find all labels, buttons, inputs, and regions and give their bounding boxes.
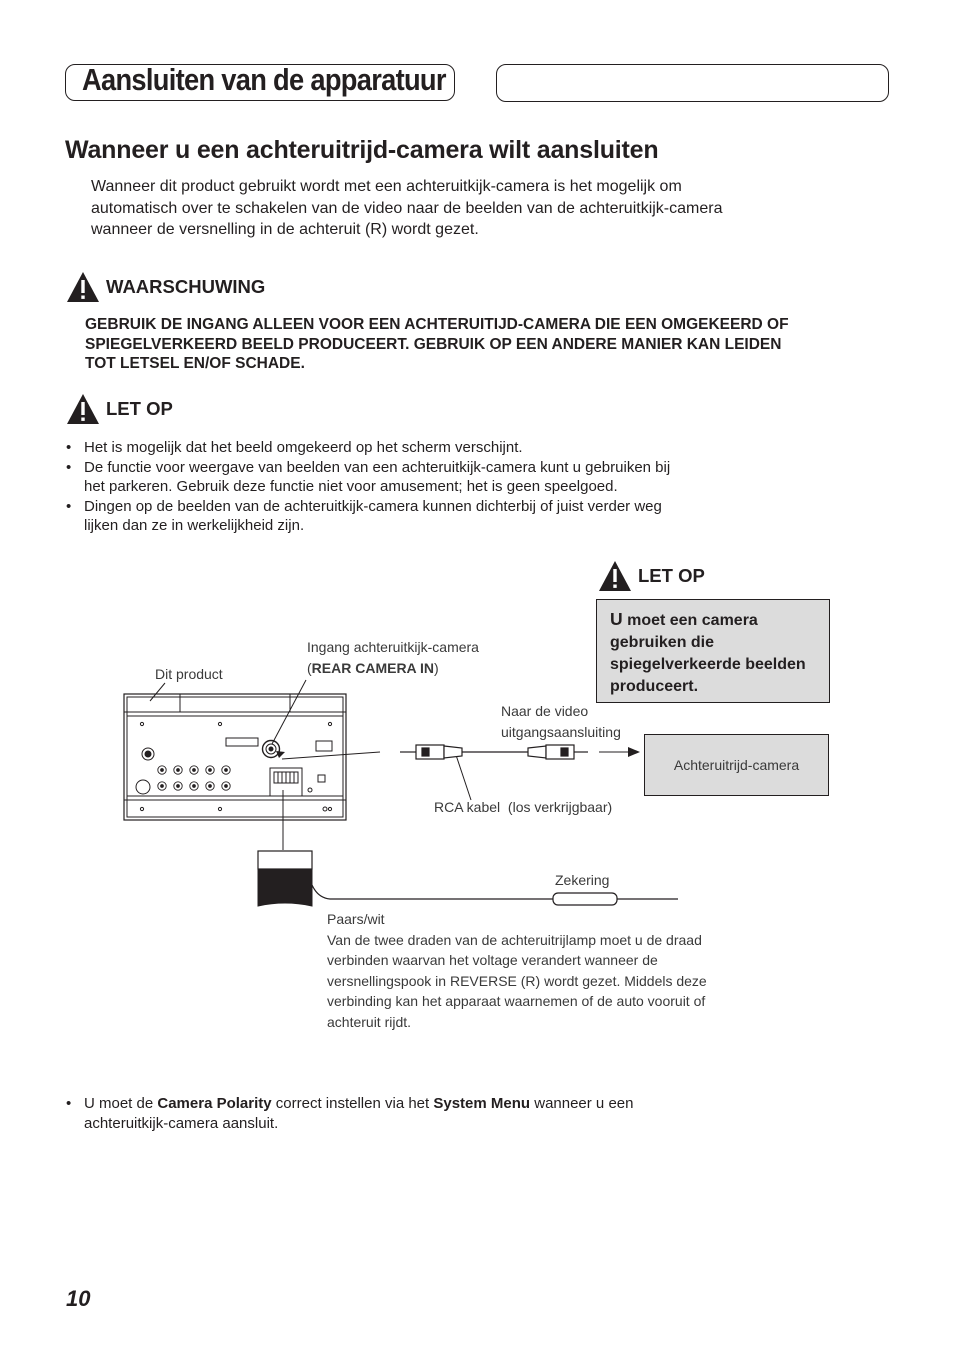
diagram-caution-heading-row bbox=[598, 560, 705, 592]
label-rca-cable: RCA kabel (los verkrijgbaar) bbox=[434, 799, 613, 815]
section-title: Wanneer u een achteruitrijd-camera wilt aansluiten bbox=[65, 136, 659, 164]
arrow-right-icon bbox=[628, 747, 640, 757]
intro-line: wanneer de versnelling in de achteruit (R) wordt gezet. bbox=[91, 221, 479, 238]
wire-note: Paars/wit Van de twee draden van de achteruitrijlamp moet u de draad verbinden waarvan het voltage verandert wanneer de versnellingspook in REVERSE (R) wordt gezet. Middels deze verbinding kan het apparaat waarnemen of de auto vooruit of achteruit rijdt. bbox=[327, 911, 707, 1030]
label-rear-camera-in: Ingang achteruitkijk-camera (REAR CAMERA IN) bbox=[307, 639, 479, 676]
fuse-illustration bbox=[553, 893, 678, 905]
list-item: • U moet de Camera Polarity correct instellen via het System Menu wanneer u een achteruitkijk-camera aansluit. bbox=[65, 1094, 785, 1133]
rear-camera-label: Achteruitrijd-camera bbox=[673, 757, 800, 773]
page-number: 10 bbox=[66, 1286, 91, 1311]
diagram-caution-box bbox=[596, 599, 830, 703]
warning-triangle-icon bbox=[598, 560, 632, 592]
intro-line: Wanneer dit product gebruikt wordt met een achteruitkijk-camera is het mogelijk om bbox=[91, 178, 682, 195]
rear-camera-box bbox=[644, 734, 829, 796]
diagram-leader-lines bbox=[150, 680, 471, 800]
rca-cable-illustration bbox=[400, 745, 588, 759]
caution-heading: LET OP bbox=[106, 398, 173, 419]
list-item: • Het is mogelijk dat het beeld omgekeerd op het scherm verschijnt. bbox=[65, 438, 785, 458]
warning-line: GEBRUIK DE INGANG ALLEEN VOOR EEN ACHTERUITIJD-CAMERA DIE EEN OMGEKEERD OF bbox=[85, 316, 789, 333]
caution-box-initial: U bbox=[610, 609, 623, 629]
rear-camera-in-term: REAR CAMERA IN bbox=[311, 659, 435, 676]
diagram-caution-heading: LET OP bbox=[638, 565, 705, 586]
system-menu-term: System Menu bbox=[433, 1095, 531, 1112]
chapter-title: Aansluiten van de apparatuur bbox=[82, 62, 446, 97]
footer-note-list bbox=[65, 1094, 785, 1133]
warning-heading: WAARSCHUWING bbox=[106, 276, 266, 297]
label-video-output: Naar de video uitgangsaansluiting bbox=[501, 703, 621, 740]
intro-line: automatisch over te schakelen van de video naar de beelden van de achteruitkijk-camera bbox=[91, 199, 723, 217]
list-item: • Dingen op de beelden van de achteruitkijk-camera kunnen dichterbij of juist verder weg lijken dan ze in werkelijkheid zijn. bbox=[65, 497, 785, 536]
label-product: Dit product bbox=[155, 666, 223, 682]
camera-polarity-term: Camera Polarity bbox=[157, 1095, 272, 1112]
warning-line: TOT LETSEL EN/OF SCHADE. bbox=[85, 355, 305, 372]
caution-box-text: moet een camera gebruiken die spiegelverkeerde beelden produceert. bbox=[610, 612, 806, 695]
warning-line: SPIEGELVERKEERD BEELD PRODUCEERT. GEBRUIK OP EEN ANDERE MANIER KAN LEIDEN bbox=[85, 335, 782, 353]
list-item: • De functie voor weergave van beelden van een achteruitkijk-camera kunt u gebruiken bij het parkeren. Gebruik deze functie niet voor amusement; het is geen speelgoed. bbox=[65, 458, 785, 497]
label-fuse: Zekering bbox=[555, 872, 610, 888]
